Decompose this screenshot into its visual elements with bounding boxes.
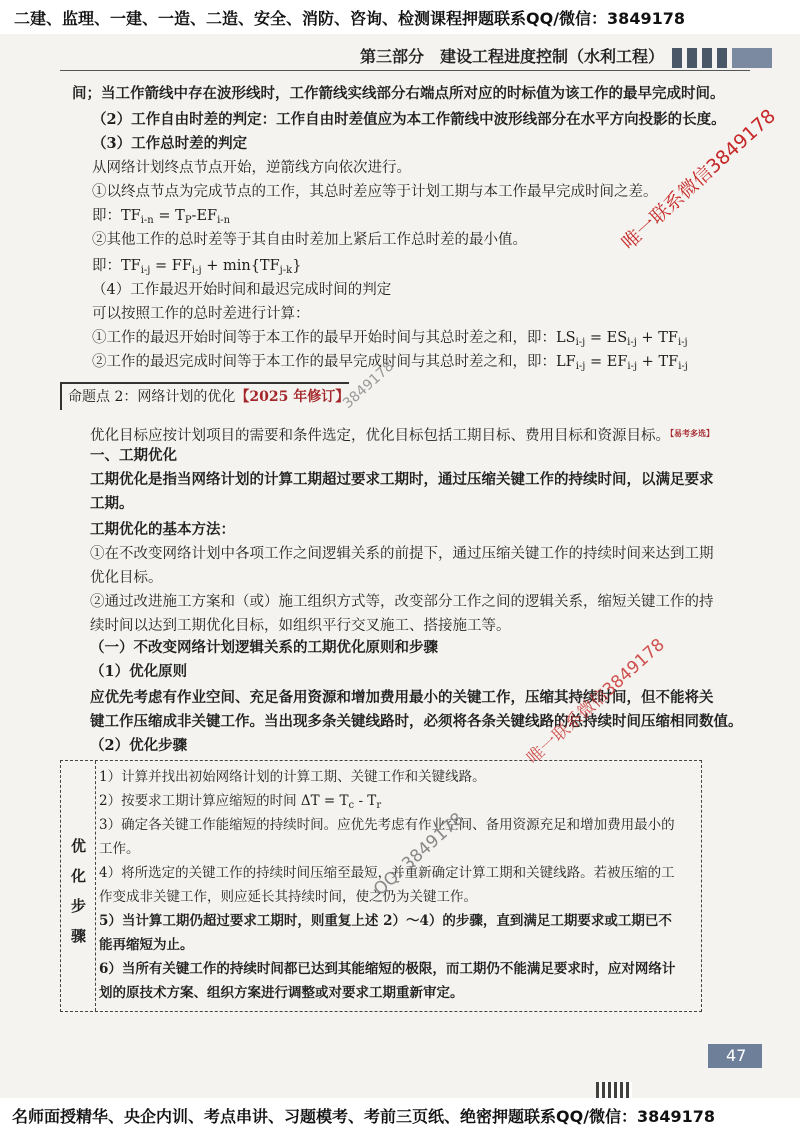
- formula-line: ①工作的最迟开始时间等于本工作的最早开始时间与其总时差之和，即：$LS_{i-j} = ES_{i-j} + TF_{i-j}$: [92, 330, 688, 348]
- step-line: 4）将所选定的关键工作的持续时间压缩至最短，并重新确定计算工期和关键线路。若被压缩的工: [99, 865, 675, 881]
- heading: 一、工期优化: [90, 447, 177, 464]
- formula-line: ②工作的最迟完成时间等于本工作的最早完成时间与其总时差之和，即：$LF_{i-j} = EF_{i-j} + TF_{i-j}$: [92, 354, 688, 372]
- bottom-banner: [0, 1098, 800, 1132]
- text-line: 优化目标。: [90, 570, 163, 586]
- exam-note: 【易考多选】: [670, 429, 714, 438]
- step-line: 1）计算并找出初始网络计划的计算工期、关键工作和关键线路。: [99, 769, 486, 785]
- heading: （2）优化步骤: [90, 737, 188, 754]
- watermark: 3849178: [340, 358, 398, 412]
- text-line: ②其他工作的总时差等于其自由时差加上紧后工作总时差的最小值。: [92, 232, 527, 248]
- step-line: 2）按要求工期计算应缩短的时间 $\Delta T = T_c - T_r$: [99, 793, 382, 811]
- watermark: 唯一联系微信3849178: [523, 634, 669, 769]
- text-line: ②通过改进施工方案和（或）施工组织方式等，改变部分工作之间的逻辑关系，缩短关键工作的持: [90, 594, 714, 610]
- text-line: ①在不改变网络计划中各项工作之间逻辑关系的前提下，通过压缩关键工作的持续时间来达到工期: [90, 546, 714, 562]
- revision-tag: 【2025 年修订】: [235, 389, 350, 405]
- step-line: 6）当所有关键工作的持续时间都已达到其能缩短的极限，而工期仍不能满足要求时，应对网络计: [99, 961, 676, 977]
- step-line: 5）当计算工期仍超过要求工期时，则重复上述 2）～4）的步骤，直到满足工期要求或工期已不: [99, 913, 672, 929]
- step-line: 划的原技术方案、组织方案进行调整或对要求工期重新审定。: [99, 985, 464, 1001]
- step-line: 能再缩短为止。: [99, 937, 194, 953]
- text-line: （3）工作总时差的判定: [92, 135, 248, 152]
- text-line: （4）工作最迟开始时间和最迟完成时间的判定: [92, 282, 392, 298]
- text-line: 工期优化是指当网络计划的计算工期超过要求工期时，通过压缩关键工作的持续时间，以满足要求: [90, 471, 714, 488]
- text-line: 应优先考虑有作业空间、充足备用资源和增加费用最小的关键工作，压缩其持续时间，但不能将关: [90, 689, 714, 706]
- formula-line: 即：$TF_{i-n} = T_P-EF_{i-n}$: [92, 208, 231, 226]
- step-line: 工作。: [99, 841, 140, 857]
- heading: 工期优化的基本方法：: [90, 521, 235, 538]
- watermark: QQ: 3849178: [370, 808, 468, 900]
- text-line: 工期。: [90, 495, 134, 512]
- step-line: 3）确定各关键工作能缩短的持续时间。应优先考虑有作业空间、备用资源充足和增加费用最小的: [99, 817, 675, 833]
- page-number: 47: [726, 1046, 747, 1065]
- watermark: 唯一联系微信3849178: [617, 105, 781, 255]
- text-line: 键工作压缩成非关键工作。当出现多条关键线路时，必须将各条关键线路的总持续时间压缩相同数值。: [90, 713, 743, 730]
- text-line: 优化目标应按计划项目的需要和条件选定，优化目标包括工期目标、费用目标和资源目标。$^{【易考多选】}$: [90, 428, 714, 444]
- text-line: 间；当工作箭线中存在波形线时，工作箭线实线部分右端点所对应的时标值为该工作的最早完成时间。: [72, 85, 725, 102]
- section-label: 命题点 2：网络计划的优化: [68, 389, 236, 405]
- text-line: 从网络计划终点节点开始，逆箭线方向依次进行。: [92, 160, 411, 176]
- text-line: 可以按照工作的总时差进行计算：: [92, 306, 310, 322]
- step-line: 作变成非关键工作，则应延长其持续时间，使之仍为关键工作。: [99, 889, 477, 905]
- steps-label-cell: [61, 761, 96, 1011]
- steps-label: 优化步骤: [71, 837, 87, 945]
- top-banner-text: 二建、监理、一建、一造、二造、安全、消防、咨询、检测课程押题联系QQ/微信：3849178: [14, 9, 685, 28]
- text-line: 续时间以达到工期优化目标，如组织平行交叉施工、搭接施工等。: [90, 618, 511, 634]
- bottom-banner-text: 名师面授精华、央企内训、考点串讲、习题模考、考前三页纸、绝密押题联系QQ/微信：3849178: [12, 1107, 715, 1126]
- heading: （一）不改变网络计划逻辑关系的工期优化原则和步骤: [90, 639, 438, 656]
- page-number-badge: [708, 1044, 762, 1068]
- heading: （1）优化原则: [90, 663, 188, 680]
- text-line: ①以终点节点为完成节点的工作，其总时差应等于计划工期与本工作最早完成时间之差。: [92, 184, 658, 200]
- formula-line: 即：$TF_{i-j} = FF_{i-j} + \min\{TF_{j-k}\}$: [92, 258, 302, 276]
- text-line: （2）工作自由时差的判定：工作自由时差值应为本工作箭线中波形线部分在水平方向投影的长度。: [92, 111, 726, 128]
- header-title: 第三部分 建设工程进度控制（水利工程）: [360, 47, 665, 66]
